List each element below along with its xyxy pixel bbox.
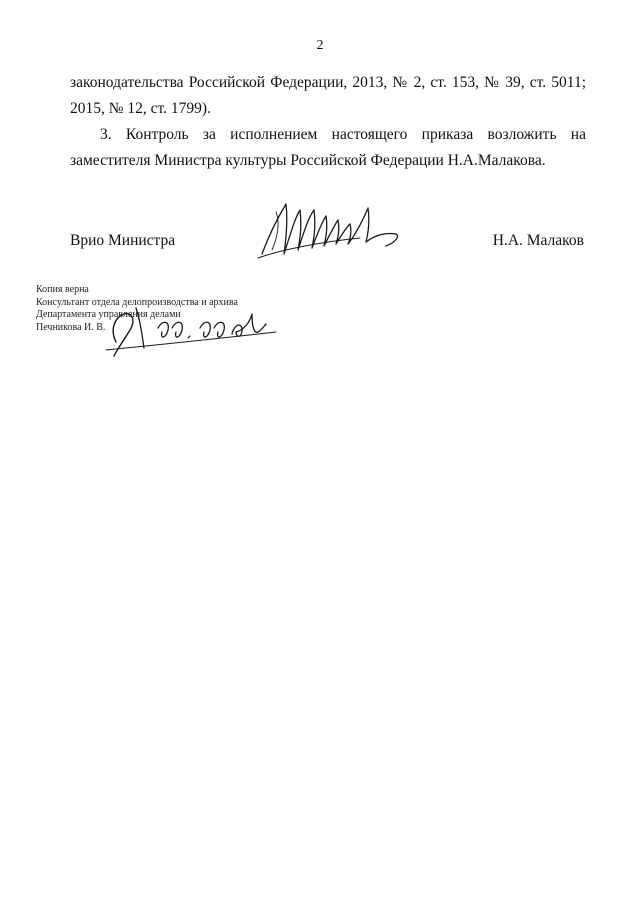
copy-certification-line: Консультант отдела делопроизводства и архива xyxy=(36,296,238,308)
copy-certification-line: Копия верна xyxy=(36,284,89,295)
page-number: 2 xyxy=(316,38,324,53)
signatory-name: Н.А. Малаков xyxy=(492,232,584,249)
paragraph-control-clause: 3. Контроль за исполнением настоящего приказа возложить на заместителя Министра культуры Российской Федерации Н.А.Малакова. xyxy=(70,126,586,169)
handwritten-signature xyxy=(250,192,410,272)
copy-certification-line: Департамента управления делами xyxy=(36,309,181,320)
copy-certification-line: Печникова И. В. xyxy=(36,321,106,333)
paragraph-legislation-reference: законодательства Российской Федерации, 2013, № 2, ст. 153, № 39, ст. 5011; 2015, № 12, ст. 1799). xyxy=(70,74,586,117)
handwritten-certification-signature xyxy=(96,300,286,360)
signatory-position: Врио Министра xyxy=(70,232,176,249)
